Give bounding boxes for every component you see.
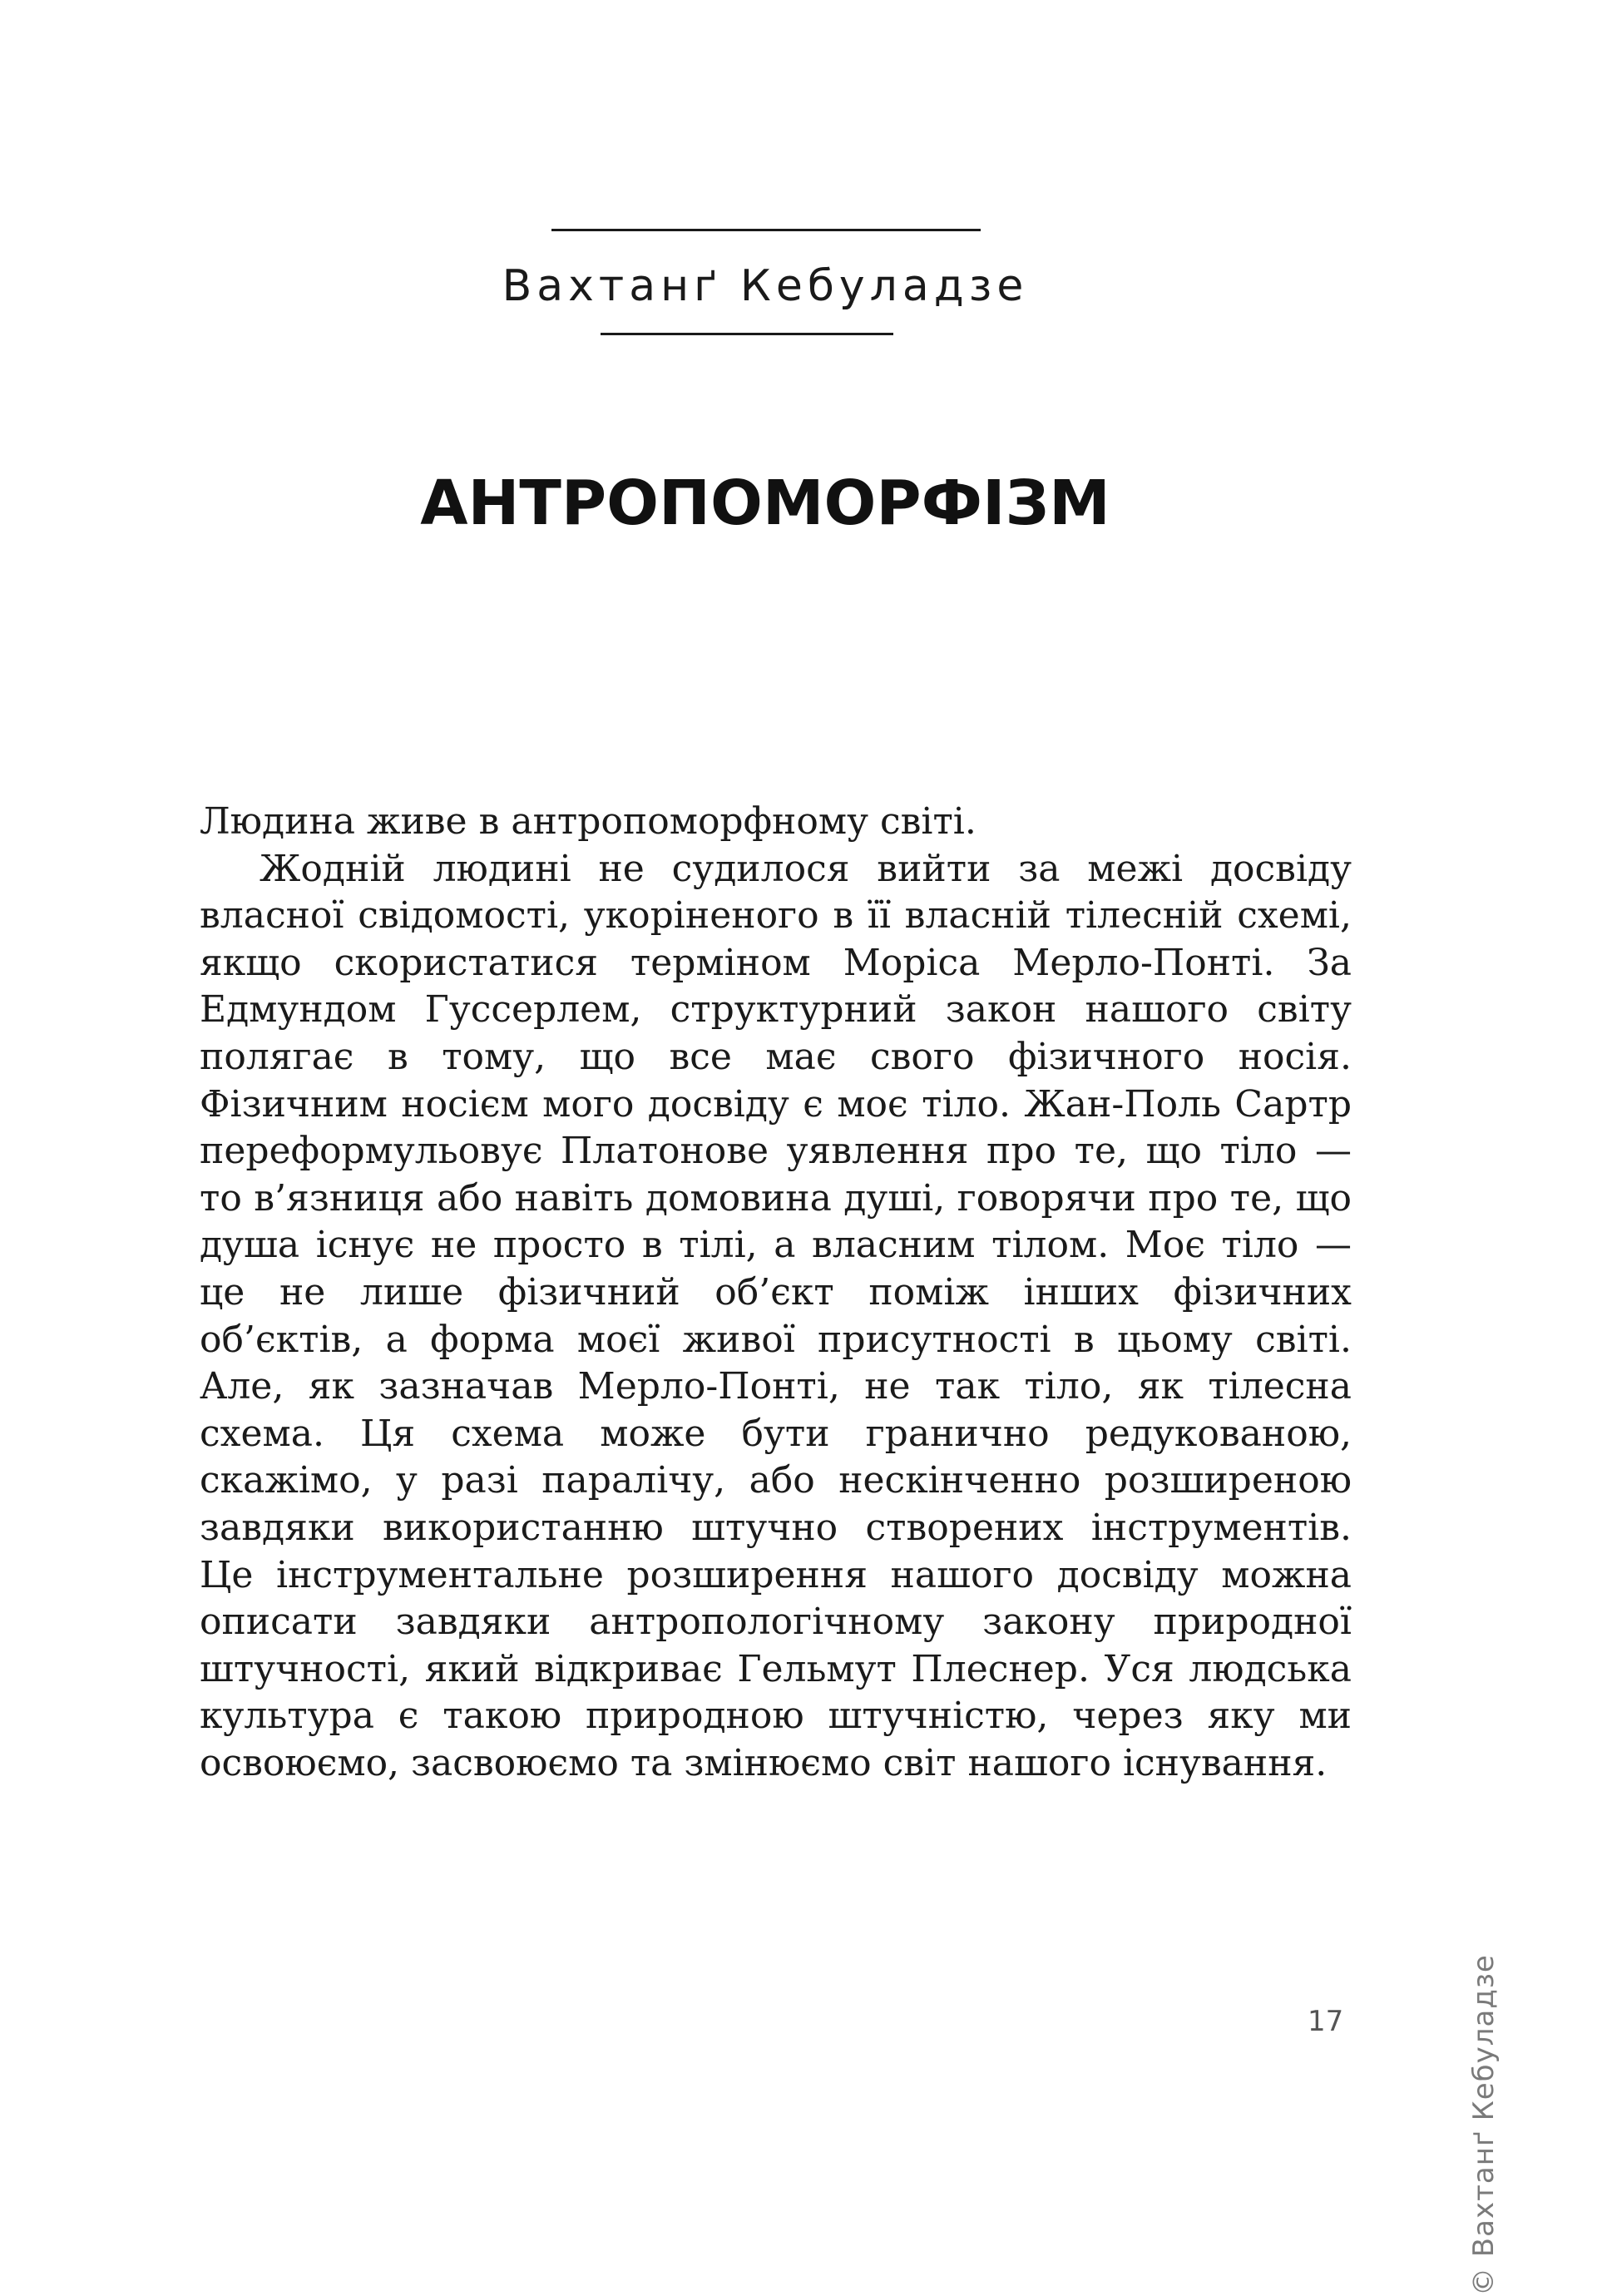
page-number: 17 bbox=[1308, 2005, 1344, 2038]
header-rule-top bbox=[551, 229, 981, 231]
copyright-side-note: © Вахтанґ Кебуладзе bbox=[1467, 1954, 1501, 2296]
header-rule-bottom bbox=[601, 333, 893, 335]
author-name: Вахтанґ Кебуладзе bbox=[502, 261, 1029, 311]
paragraph-intro: Людина живе в антропоморфному світі. bbox=[200, 800, 976, 843]
paragraph-main: Жодній людині не судилося вийти за межі досвіду власної свідомості, укоріненого в її власній тілесній схемі, якщо скористатися терміном Моріса Мерло-Понті. За Едмундом Гуссерлем, структурний закон нашого світу полягає в тому, що все має свого фізичного носія. Фізичним носієм мого досвіду є моє тіло. Жан-Поль Сартр переформульовує Платонове уявлення про те, що тіло — то в’язниця або навіть домовина душі, говорячи про те, що душа існує не просто в тілі, а власним тілом. Моє тіло — це не лише фізичний об’єкт поміж інших фізичних об’єктів, а форма моєї живої присутності в цьому світі. Але, як зазначав Мерло-Понті, не так тіло, як тілесна схема. Ця схема може бути гранично редукованою, скажімо, у разі паралічу, або нескінченно розширеною завдяки використанню штучно створених інструментів. Це інструментальне розширення нашого досвіду можна описати завдяки антропологічному закону природної штучності, який відкриває Гельмут Плеснер. Уся людська культура є такою природною штучністю, через яку ми освоюємо, засвоюємо та змінюємо світ нашого існування. bbox=[200, 847, 1352, 1784]
chapter-title: АНТРОПОМОРФІЗМ bbox=[420, 468, 1110, 539]
body-text bbox=[200, 799, 1352, 1787]
